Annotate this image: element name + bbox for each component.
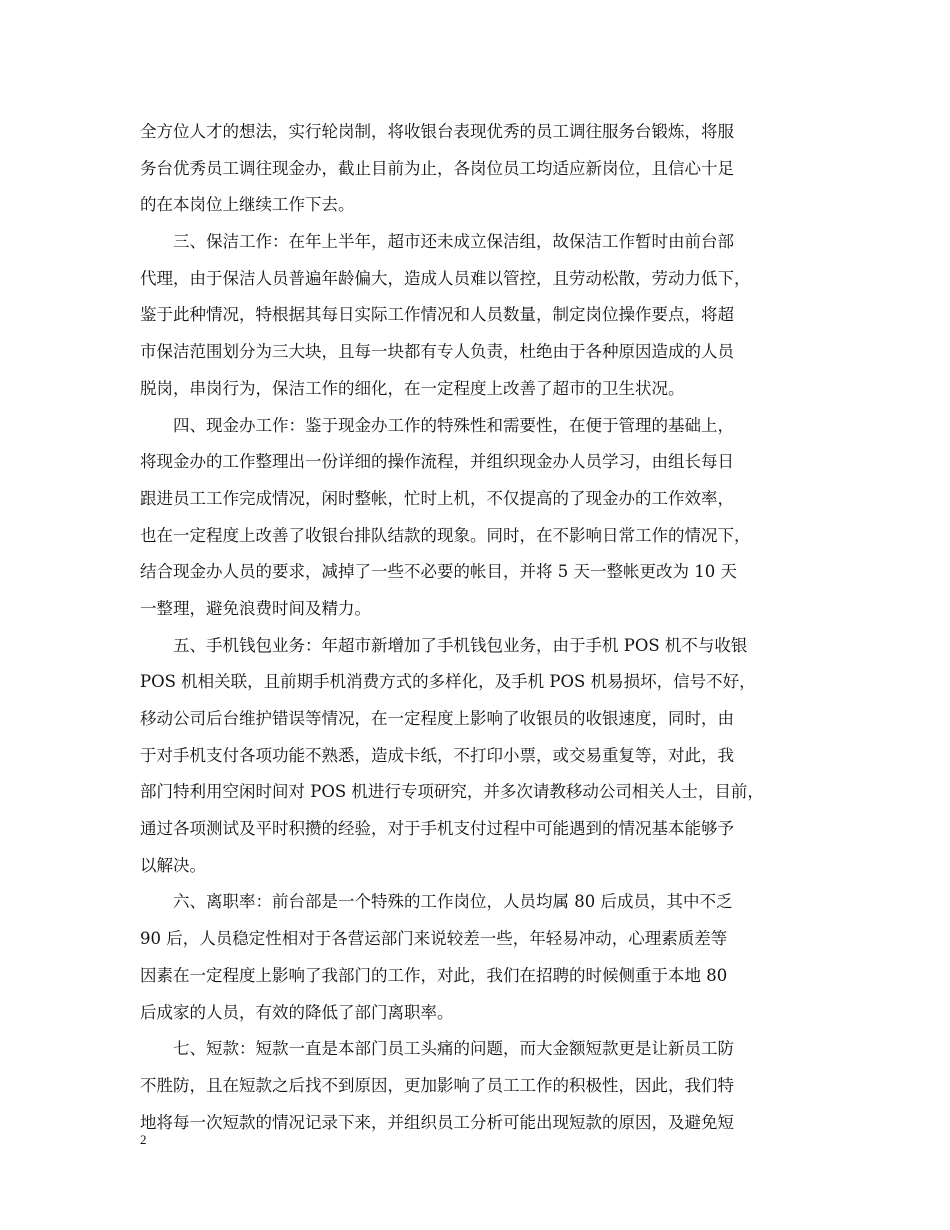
text-line: 跟进员工工作完成情况，闲时整帐，忙时上机，不仅提高的了现金办的工作效率， [140,488,734,508]
text-line: 部门特利用空闲时间对 POS 机进行专项研究，并多次请教移动公司相关人士，目前， [140,782,764,802]
text-line: 将现金办的工作整理出一份详细的操作流程，并组织现金办人员学习，由组长每日 [140,452,734,472]
text-line: 三、保洁工作：在年上半年，超市还未成立保洁组，故保洁工作暂时由前台部 [140,232,734,252]
text-line: 以解决。 [140,855,206,875]
text-line: 一整理，避免浪费时间及精力。 [140,598,371,618]
text-line: 七、短款：短款一直是本部门员工头痛的问题，而大金额短款更是让新员工防 [140,1039,734,1059]
text-line: 不胜防，且在短款之后找不到原因，更加影响了员工工作的积极性，因此，我们特 [140,1075,734,1095]
text-line: 后成家的人员，有效的降低了部门离职率。 [140,1002,454,1022]
text-line: 结合现金办人员的要求，减掉了一些不必要的帐目，并将 5 天一整帐更改为 10 天 [140,562,737,582]
body-text [140,114,816,1141]
text-line: 地将每一次短款的情况记录下来，并组织员工分析可能出现短款的原因，及避免短 [140,1112,734,1132]
text-line: 全方位人才的想法，实行轮岗制，将收银台表现优秀的员工调往服务台锻炼，将服 [140,122,734,141]
text-line: 脱岗，串岗行为，保洁工作的细化，在一定程度上改善了超市的卫生状况。 [140,378,685,398]
text-line: 90 后，人员稳定性相对于各营运部门来说较差一些，年轻易冲动，心理素质差等 [140,929,728,949]
text-line: 市保洁范围划分为三大块，且每一块都有专人负责，杜绝由于各种原因造成的人员 [140,342,734,362]
text-line: 代理，由于保洁人员普遍年龄偏大，造成人员难以管控，且劳动松散，劳动力低下， [140,268,751,288]
text-line: 也在一定程度上改善了收银台排队结款的现象。同时，在不影响日常工作的情况下， [140,525,751,545]
page-number: 2 [140,1132,147,1147]
text-line: 六、离职率：前台部是一个特殊的工作岗位，人员均属 80 后成员，其中不乏 [140,892,733,912]
text-line: 于对手机支付各项功能不熟悉，造成卡纸，不打印小票，或交易重复等，对此，我 [140,745,734,765]
text-line: 通过各项测试及平时积攒的经验，对于手机支付过程中可能遇到的情况基本能够予 [140,819,734,839]
text-line: 的在本岗位上继续工作下去。 [140,195,355,215]
text-line: POS 机相关联，且前期手机消费方式的多样化，及手机 POS 机易损坏，信号不好， [140,672,756,692]
text-line: 鉴于此种情况，特根据其每日实际工作情况和人员数量，制定岗位操作要点，将超 [140,305,734,325]
text-line: 移动公司后台维护错误等情况，在一定程度上影响了收银员的收银速度，同时，由 [140,709,734,728]
text-line: 因素在一定程度上影响了我部门的工作，对此，我们在招聘的时候侧重于本地 80 [140,965,728,985]
text-line: 务台优秀员工调往现金办，截止目前为止，各岗位员工均适应新岗位，且信心十足 [140,158,734,178]
text-line: 四、现金办工作：鉴于现金办工作的特殊性和需要性，在便于管理的基础上， [140,415,734,435]
text-line: 五、手机钱包业务：年超市新增加了手机钱包业务，由于手机 POS 机不与收银 [140,635,748,655]
